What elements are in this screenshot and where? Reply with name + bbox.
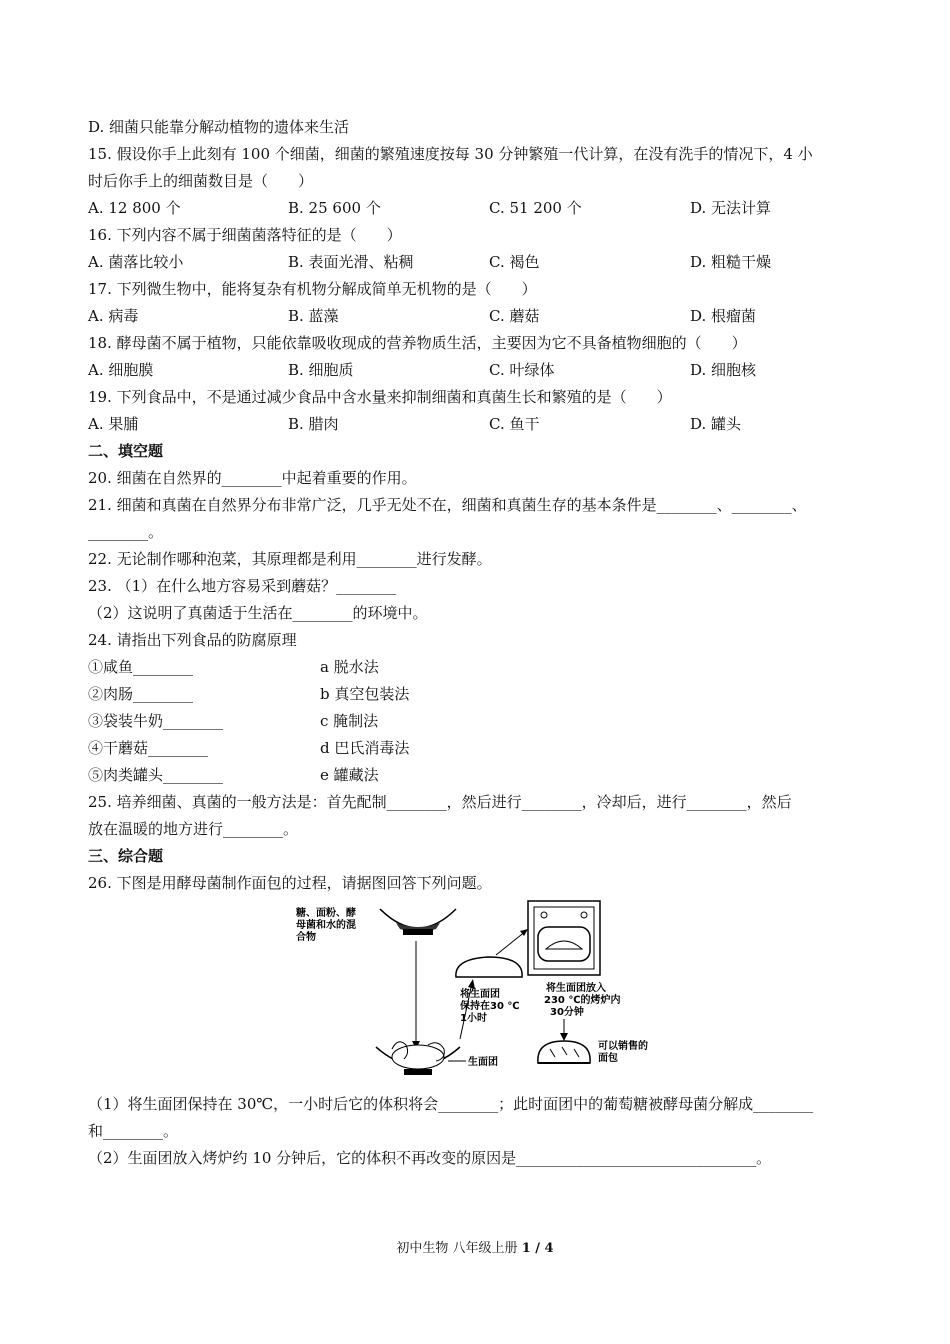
arrow-down-icon bbox=[412, 941, 420, 1049]
keep-warm-label-line2: 保持在30 ℃ bbox=[460, 1001, 520, 1012]
q21-stem-line1: 21. 细菌和真菌在自然界分布非常广泛，几乎无处不在，细菌和真菌生存的基本条件是________、________、 bbox=[88, 496, 807, 514]
q24-match-row bbox=[88, 762, 868, 789]
arrow-down-icon bbox=[560, 1019, 568, 1041]
q15-options bbox=[88, 195, 868, 222]
q16-option-a: A. 菌落比较小 bbox=[88, 253, 184, 271]
keep-warm-label-line1: 将生面团 bbox=[460, 989, 500, 1000]
q24-method: b 真空包装法 bbox=[320, 685, 410, 703]
q16-option-b: B. 表面光滑、粘稠 bbox=[288, 253, 414, 271]
page-footer bbox=[0, 1237, 950, 1256]
keep-warm-label-line3: 1小时 bbox=[460, 1013, 487, 1024]
q17-options bbox=[88, 303, 868, 330]
q24-match-row bbox=[88, 708, 868, 735]
q24-food: ⑤肉类罐头________ bbox=[88, 766, 224, 784]
q21-stem-line2: ________。 bbox=[88, 523, 164, 541]
q18-option-d: D. 细胞核 bbox=[690, 361, 757, 379]
q26-part1-line1: （1）将生面团保持在 30℃，一小时后它的体积将会________；此时面团中的葡萄糖被酵母菌分解成________ bbox=[88, 1095, 814, 1113]
q26-part1-line2: 和________。 bbox=[88, 1122, 179, 1140]
arrow-right-icon bbox=[496, 929, 528, 955]
q24-match-row bbox=[88, 654, 868, 681]
q17-option-c: C. 蘑菇 bbox=[489, 307, 540, 325]
q24-method: a 脱水法 bbox=[320, 658, 379, 676]
question-content bbox=[88, 114, 868, 1172]
raised-dough-icon bbox=[456, 957, 522, 977]
q19-stem: 19. 下列食品中，不是通过减少食品中含水量来抑制细菌和真菌生长和繁殖的是（ ） bbox=[88, 388, 672, 406]
q19-options bbox=[88, 411, 868, 438]
q26-stem: 26. 下图是用酵母菌制作面包的过程，请据图回答下列问题。 bbox=[88, 874, 492, 892]
section-heading-fill-in: 二、填空题 bbox=[88, 442, 164, 460]
q18-option-a: A. 细胞膜 bbox=[88, 361, 154, 379]
q18-option-b: B. 细胞质 bbox=[288, 361, 354, 379]
mixture-label-line3: 合物 bbox=[296, 932, 316, 943]
q17-stem: 17. 下列微生物中，能将复杂有机物分解成简单无机物的是（ ） bbox=[88, 280, 537, 298]
q19-option-a: A. 果脯 bbox=[88, 415, 139, 433]
oven-icon bbox=[528, 901, 600, 975]
q17-option-a: A. 病毒 bbox=[88, 307, 139, 325]
q19-option-d: D. 罐头 bbox=[690, 415, 742, 433]
q24-stem: 24. 请指出下列食品的防腐原理 bbox=[88, 631, 297, 649]
q15-stem-line2: 时后你手上的细菌数目是（ ） bbox=[88, 172, 314, 190]
q15-option-b: B. 25 600 个 bbox=[288, 199, 381, 217]
q24-method: d 巴氏消毒法 bbox=[320, 739, 410, 757]
q23-part2: （2）这说明了真菌适于生活在________的环境中。 bbox=[88, 604, 428, 622]
q26-part2: （2）生面团放入烤炉约 10 分钟后，它的体积不再改变的原因是________________________________。 bbox=[88, 1149, 772, 1167]
bread-loaf-icon bbox=[538, 1041, 590, 1063]
q16-option-c: C. 褐色 bbox=[489, 253, 540, 271]
q16-stem: 16. 下列内容不属于细菌菌落特征的是（ ） bbox=[88, 226, 402, 244]
q24-method: c 腌制法 bbox=[320, 712, 379, 730]
q23-part1: 23. （1）在什么地方容易采到蘑菇？________ bbox=[88, 577, 397, 595]
q18-option-c: C. 叶绿体 bbox=[489, 361, 555, 379]
kneading-hands-icon bbox=[376, 1042, 460, 1075]
oven-label-line2: 230 ℃的烤炉内 bbox=[544, 995, 621, 1006]
q19-option-c: C. 鱼干 bbox=[489, 415, 540, 433]
q15-option-c: C. 51 200 个 bbox=[489, 199, 582, 217]
q20-stem: 20. 细菌在自然界的________中起着重要的作用。 bbox=[88, 469, 417, 487]
section-heading-comprehensive: 三、综合题 bbox=[88, 847, 164, 865]
bread-process-diagram bbox=[88, 899, 868, 1091]
q24-match-row bbox=[88, 735, 868, 762]
q14-option-d: D. 细菌只能靠分解动植物的遗体来生活 bbox=[88, 118, 350, 136]
oven-label-line3: 30分钟 bbox=[550, 1007, 584, 1018]
q17-option-b: B. 蓝藻 bbox=[288, 307, 339, 325]
mixing-bowl-icon bbox=[380, 909, 456, 935]
oven-label-line1: 将生面团放入 bbox=[546, 983, 606, 994]
q19-option-b: B. 腊肉 bbox=[288, 415, 339, 433]
dough-label: 生面团 bbox=[468, 1057, 498, 1068]
q18-stem: 18. 酵母菌不属于植物，只能依靠吸收现成的营养物质生活，主要因为它不具备植物细胞的（ ） bbox=[88, 334, 747, 352]
q24-food: ④干蘑菇________ bbox=[88, 739, 209, 757]
page-number: 1 / 4 bbox=[521, 1241, 554, 1256]
q16-options bbox=[88, 249, 868, 276]
mixture-label-line2: 母菌和水的混 bbox=[296, 920, 356, 931]
mixture-label-line1: 糖、面粉、酵 bbox=[296, 908, 356, 919]
bread-making-figure bbox=[88, 899, 868, 1091]
q25-stem-line2: 放在温暖的地方进行________。 bbox=[88, 820, 299, 838]
q22-stem: 22. 无论制作哪种泡菜，其原理都是利用________进行发酵。 bbox=[88, 550, 492, 568]
q18-options bbox=[88, 357, 868, 384]
bread-label-line2: 面包 bbox=[598, 1053, 618, 1064]
q15-option-d: D. 无法计算 bbox=[690, 199, 772, 217]
q16-option-d: D. 粗糙干燥 bbox=[690, 253, 772, 271]
q24-match-row bbox=[88, 681, 868, 708]
q15-option-a: A. 12 800 个 bbox=[88, 199, 181, 217]
q25-stem-line1: 25. 培养细菌、真菌的一般方法是：首先配制________，然后进行________，冷却后，进行________，然后 bbox=[88, 793, 792, 811]
q24-food: ③袋装牛奶________ bbox=[88, 712, 224, 730]
q24-food: ②肉肠________ bbox=[88, 685, 194, 703]
q24-method: e 罐藏法 bbox=[320, 766, 379, 784]
bread-label-line1: 可以销售的 bbox=[598, 1041, 648, 1052]
q15-stem-line1: 15. 假设你手上此刻有 100 个细菌，细菌的繁殖速度按每 30 分钟繁殖一代计算，在没有洗手的情况下，4 小 bbox=[88, 145, 813, 163]
q17-option-d: D. 根瘤菌 bbox=[690, 307, 757, 325]
footer-course: 初中生物 八年级上册 bbox=[396, 1241, 522, 1256]
q24-food: ①咸鱼________ bbox=[88, 658, 194, 676]
